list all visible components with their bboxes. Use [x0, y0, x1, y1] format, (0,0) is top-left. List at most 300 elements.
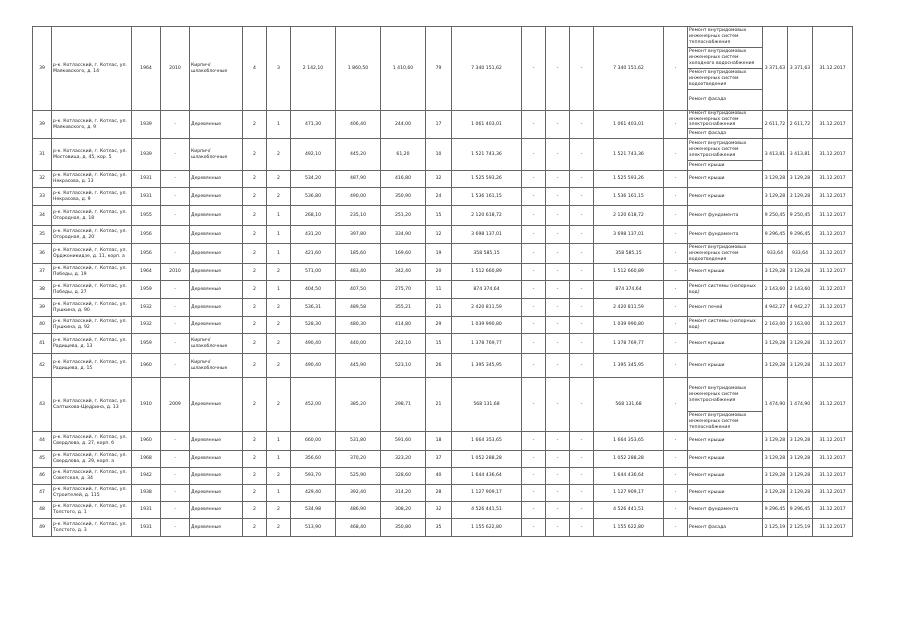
cell-res: 407,50 — [336, 281, 381, 299]
cell-limit: 3 129,28 — [788, 468, 813, 485]
cell-cost: 3 129,28 — [763, 468, 788, 485]
cell-limit: 3 413,81 — [788, 139, 813, 171]
cell-date: 31.12.2017 — [813, 378, 853, 432]
table-row — [33, 281, 853, 299]
cell-entr: 1 — [267, 485, 291, 502]
cell-b: - — [546, 378, 570, 432]
cell-sum2: 1 127 909,17 — [594, 485, 664, 502]
cell-sum2: 568 131,68 — [594, 378, 664, 432]
cell-year: 1932 — [132, 317, 161, 334]
cell-entr: 1 — [267, 206, 291, 226]
cell-rec: - — [161, 244, 190, 264]
cell-c: - — [570, 502, 594, 519]
cell-work-type: Ремонт внутридомовых инженерных систем теплоснабжения — [688, 412, 763, 432]
cell-b: - — [546, 451, 570, 468]
cell-c: - — [570, 244, 594, 264]
cell-entr: 3 — [267, 27, 291, 111]
cell-liv: 355,21 — [381, 299, 426, 317]
cell-area: 593,70 — [291, 468, 336, 485]
cell-sum2: 358 585,15 — [594, 244, 664, 264]
cell-sum2: 3 698 137,01 — [594, 226, 664, 244]
cell-cost: 2 143,60 — [763, 281, 788, 299]
cell-floors: 4 — [243, 27, 267, 111]
cell-people: 17 — [426, 111, 452, 139]
cell-b: - — [546, 188, 570, 206]
cell-work-type: Ремонт крыши — [688, 161, 763, 171]
cell-cost: 3 413,81 — [763, 139, 788, 171]
cell-a: - — [522, 206, 546, 226]
cell-sum1: 1 512 660,89 — [452, 264, 522, 281]
cell-limit: 2 143,60 — [788, 281, 813, 299]
cell-d: - — [664, 244, 688, 264]
cell-work-type: Ремонт крыши — [688, 468, 763, 485]
cell-cost: 1 474,90 — [763, 378, 788, 432]
cell-work-type: Ремонт внутридомовых инженерных систем водоотведения — [688, 69, 763, 90]
table-row — [33, 519, 853, 537]
cell-walls: Деревянные — [190, 451, 243, 468]
table-row — [33, 378, 853, 412]
cell-entr: 1 — [267, 451, 291, 468]
cell-c: - — [570, 281, 594, 299]
cell-work-type: Ремонт системы (напорных вод) — [688, 281, 763, 299]
cell-res: 370,20 — [336, 451, 381, 468]
cell-limit: 9 296,45 — [788, 226, 813, 244]
cell-limit: 3 129,28 — [788, 451, 813, 468]
cell-area: 528,30 — [291, 317, 336, 334]
cell-b: - — [546, 502, 570, 519]
cell-sum1: 1 378 769,77 — [452, 334, 522, 354]
cell-d: - — [664, 468, 688, 485]
cell-date: 31.12.2017 — [813, 502, 853, 519]
cell-rec: - — [161, 281, 190, 299]
cell-liv: 251,20 — [381, 206, 426, 226]
cell-n: 38 — [33, 281, 52, 299]
cell-a: - — [522, 334, 546, 354]
cell-year: 1939 — [132, 139, 161, 171]
cell-sum1: 1 155 622,80 — [452, 519, 522, 537]
cell-sum1: 1 395 345,95 — [452, 354, 522, 378]
cell-sum2: 1 155 622,80 — [594, 519, 664, 537]
cell-c: - — [570, 354, 594, 378]
cell-sum2: 7 340 151,62 — [594, 27, 664, 111]
cell-liv: 523,10 — [381, 354, 426, 378]
cell-address: р-к. Котласский, г. Котлас, ул. Салтыкова-Щедрина, д. 13 — [52, 378, 132, 432]
cell-sum1: 1 664 353,65 — [452, 432, 522, 451]
cell-sum2: 2 120 618,72 — [594, 206, 664, 226]
cell-address: р-к. Котласский, г. Котлас, ул. Маяковского, д. 9 — [52, 111, 132, 139]
cell-d: - — [664, 171, 688, 188]
cell-sum1: 1 052 288,28 — [452, 451, 522, 468]
cell-floors: 2 — [243, 354, 267, 378]
cell-year: 1931 — [132, 171, 161, 188]
cell-area: 2 142,10 — [291, 27, 336, 111]
cell-people: 15 — [426, 334, 452, 354]
cell-walls: Кирпич/ шлакоблочные — [190, 27, 243, 111]
cell-area: 490,40 — [291, 334, 336, 354]
cell-c: - — [570, 317, 594, 334]
cell-limit: 3 129,28 — [788, 188, 813, 206]
cell-address: р-к. Котласский, г. Котлас, ул. Строителей, д. 115 — [52, 485, 132, 502]
cell-year: 1931 — [132, 519, 161, 537]
cell-n: 48 — [33, 502, 52, 519]
cell-year: 1959 — [132, 334, 161, 354]
cell-liv: 314,20 — [381, 485, 426, 502]
cell-b: - — [546, 281, 570, 299]
cell-people: 40 — [426, 468, 452, 485]
cell-people: 37 — [426, 451, 452, 468]
cell-cost: 3 371,63 — [763, 27, 788, 111]
cell-sum2: 1 512 660,89 — [594, 264, 664, 281]
cell-walls: Деревянные — [190, 299, 243, 317]
cell-work-type: Ремонт крыши — [688, 264, 763, 281]
cell-area: 660,00 — [291, 432, 336, 451]
cell-year: 1956 — [132, 244, 161, 264]
cell-rec: 2009 — [161, 378, 190, 432]
cell-walls: Деревянные — [190, 485, 243, 502]
cell-limit: 2 611,72 — [788, 111, 813, 139]
cell-n: 31 — [33, 139, 52, 171]
cell-area: 452,00 — [291, 378, 336, 432]
cell-year: 1959 — [132, 281, 161, 299]
cell-people: 11 — [426, 281, 452, 299]
cell-limit: 2 163,00 — [788, 317, 813, 334]
cell-liv: 298,71 — [381, 378, 426, 432]
cell-d: - — [664, 354, 688, 378]
cell-rec: - — [161, 206, 190, 226]
cell-work-type: Ремонт крыши — [688, 188, 763, 206]
cell-work-type: Ремонт фундамента — [688, 206, 763, 226]
cell-limit: 2 125,19 — [788, 519, 813, 537]
cell-work-type: Ремонт фундамента — [688, 226, 763, 244]
cell-c: - — [570, 451, 594, 468]
table-row — [33, 206, 853, 226]
cell-walls: Деревянные — [190, 171, 243, 188]
cell-entr: 2 — [267, 334, 291, 354]
cell-year: 1942 — [132, 468, 161, 485]
cell-sum1: 1 061 403,01 — [452, 111, 522, 139]
cell-b: - — [546, 468, 570, 485]
cell-work-type: Ремонт внутридомовых инженерных систем электроснабжения — [688, 139, 763, 161]
cell-d: - — [664, 451, 688, 468]
cell-b: - — [546, 27, 570, 111]
cell-b: - — [546, 139, 570, 171]
cell-date: 31.12.2017 — [813, 244, 853, 264]
cell-date: 31.12.2017 — [813, 27, 853, 111]
cell-liv: 414,80 — [381, 317, 426, 334]
table-row — [33, 27, 853, 48]
cell-n: 40 — [33, 317, 52, 334]
cell-year: 1964 — [132, 264, 161, 281]
cell-cost: 3 129,28 — [763, 264, 788, 281]
cell-people: 21 — [426, 378, 452, 432]
cell-d: - — [664, 226, 688, 244]
cell-walls: Кирпич/ шлакоблочные — [190, 334, 243, 354]
cell-d: - — [664, 502, 688, 519]
cell-n: 32 — [33, 171, 52, 188]
cell-entr: 2 — [267, 354, 291, 378]
cell-floors: 2 — [243, 519, 267, 537]
cell-date: 31.12.2017 — [813, 451, 853, 468]
cell-n: 45 — [33, 451, 52, 468]
cell-people: 32 — [426, 502, 452, 519]
cell-a: - — [522, 502, 546, 519]
cell-rec: - — [161, 468, 190, 485]
cell-d: - — [664, 299, 688, 317]
cell-work-type: Ремонт крыши — [688, 354, 763, 378]
cell-limit: 4 942,27 — [788, 299, 813, 317]
cell-a: - — [522, 432, 546, 451]
cell-year: 1910 — [132, 378, 161, 432]
cell-n: 47 — [33, 485, 52, 502]
cell-a: - — [522, 451, 546, 468]
cell-people: 18 — [426, 432, 452, 451]
cell-date: 31.12.2017 — [813, 111, 853, 139]
cell-liv: 323,20 — [381, 451, 426, 468]
cell-entr: 2 — [267, 519, 291, 537]
table-row — [33, 451, 853, 468]
cell-walls: Деревянные — [190, 264, 243, 281]
cell-limit: 3 129,28 — [788, 264, 813, 281]
cell-address: р-к. Котласский, г. Котлас, ул. Советская, д. 34 — [52, 468, 132, 485]
cell-c: - — [570, 485, 594, 502]
table-row — [33, 432, 853, 451]
table-row — [33, 188, 853, 206]
table-row — [33, 502, 853, 519]
cell-cost: 3 129,28 — [763, 432, 788, 451]
table-row — [33, 171, 853, 188]
cell-sum1: 358 585,15 — [452, 244, 522, 264]
cell-c: - — [570, 188, 594, 206]
cell-sum2: 2 420 811,59 — [594, 299, 664, 317]
cell-floors: 2 — [243, 432, 267, 451]
cell-sum2: 1 521 743,36 — [594, 139, 664, 171]
cell-people: 26 — [426, 354, 452, 378]
cell-a: - — [522, 139, 546, 171]
cell-address: р-к. Котласский, г. Котлас, ул. Свердлова, д. 29, корп. а — [52, 451, 132, 468]
cell-work-type: Ремонт фасада — [688, 519, 763, 537]
cell-address: р-к. Котласский, г. Котлас, ул. Маяковского, д. 14 — [52, 27, 132, 111]
cell-work-type: Ремонт крыши — [688, 432, 763, 451]
cell-work-type: Ремонт крыши — [688, 485, 763, 502]
cell-entr: 2 — [267, 468, 291, 485]
cell-floors: 2 — [243, 299, 267, 317]
cell-c: - — [570, 111, 594, 139]
cell-sum1: 568 131,68 — [452, 378, 522, 432]
cell-cost: 3 129,28 — [763, 451, 788, 468]
cell-floors: 2 — [243, 111, 267, 139]
cell-n: 41 — [33, 334, 52, 354]
cell-year: 1960 — [132, 432, 161, 451]
cell-a: - — [522, 264, 546, 281]
cell-year: 1938 — [132, 485, 161, 502]
table-row — [33, 468, 853, 485]
cell-area: 356,60 — [291, 451, 336, 468]
cell-sum1: 2 120 618,72 — [452, 206, 522, 226]
cell-floors: 2 — [243, 206, 267, 226]
cell-a: - — [522, 111, 546, 139]
cell-year: 1931 — [132, 188, 161, 206]
table-row — [33, 485, 853, 502]
cell-d: - — [664, 111, 688, 139]
table-row — [33, 264, 853, 281]
cell-a: - — [522, 171, 546, 188]
cell-address: р-к. Котласский, г. Котлас, ул. Радищева, д. 15 — [52, 354, 132, 378]
cell-a: - — [522, 299, 546, 317]
cell-sum2: 874 374,64 — [594, 281, 664, 299]
cell-liv: 416,80 — [381, 171, 426, 188]
cell-floors: 2 — [243, 334, 267, 354]
cell-liv: 308,20 — [381, 502, 426, 519]
cell-res: 392,40 — [336, 485, 381, 502]
cell-area: 534,20 — [291, 171, 336, 188]
cell-d: - — [664, 485, 688, 502]
cell-walls: Деревянные — [190, 468, 243, 485]
cell-work-type: Ремонт крыши — [688, 171, 763, 188]
cell-sum2: 1 525 593,26 — [594, 171, 664, 188]
cell-liv: 591,60 — [381, 432, 426, 451]
cell-n: 42 — [33, 354, 52, 378]
cell-floors: 2 — [243, 281, 267, 299]
cell-people: 21 — [426, 299, 452, 317]
cell-date: 31.12.2017 — [813, 139, 853, 171]
cell-year: 1939 — [132, 111, 161, 139]
cell-date: 31.12.2017 — [813, 206, 853, 226]
cell-res: 489,58 — [336, 299, 381, 317]
cell-address: р-к. Котласский, г. Котлас, ул. Орджоникидзе, д. 11, корп. а — [52, 244, 132, 264]
cell-rec: - — [161, 334, 190, 354]
cell-area: 429,40 — [291, 485, 336, 502]
cell-limit: 3 371,63 — [788, 27, 813, 111]
cell-year: 1960 — [132, 354, 161, 378]
cell-address: р-к. Котласский, г. Котлас, ул. Победы, д. 27 — [52, 281, 132, 299]
cell-address: р-к. Котласский, г. Котлас, ул. Пушкина, д. 92 — [52, 317, 132, 334]
cell-res: 445,90 — [336, 354, 381, 378]
cell-entr: 1 — [267, 244, 291, 264]
cell-sum1: 3 698 137,01 — [452, 226, 522, 244]
cell-address: р-к. Котласский, г. Котлас, ул. Некрасова, д. 9 — [52, 188, 132, 206]
table-row — [33, 299, 853, 317]
cell-address: р-к. Котласский, г. Котлас, ул. Свердлова, д. 27, корп. б — [52, 432, 132, 451]
cell-liv: 275,70 — [381, 281, 426, 299]
cell-floors: 2 — [243, 485, 267, 502]
cell-floors: 2 — [243, 502, 267, 519]
cell-work-type: Ремонт системы (напорных вод) — [688, 317, 763, 334]
cell-limit: 3 129,28 — [788, 171, 813, 188]
cell-floors: 2 — [243, 244, 267, 264]
cell-a: - — [522, 485, 546, 502]
cell-entr: 2 — [267, 264, 291, 281]
cell-date: 31.12.2017 — [813, 299, 853, 317]
cell-limit: 933,64 — [788, 244, 813, 264]
cell-rec: - — [161, 139, 190, 171]
cell-n: 34 — [33, 206, 52, 226]
cell-address: р-к. Котласский, г. Котлас, ул. Мостовица, д. 45, кор. 5 — [52, 139, 132, 171]
cell-cost: 9 296,45 — [763, 502, 788, 519]
cell-liv: 1 410,60 — [381, 27, 426, 111]
cell-limit: 3 129,28 — [788, 354, 813, 378]
cell-walls: Деревянные — [190, 111, 243, 139]
cell-people: 35 — [426, 519, 452, 537]
cell-date: 31.12.2017 — [813, 468, 853, 485]
cell-walls: Деревянные — [190, 519, 243, 537]
cell-res: 385,20 — [336, 378, 381, 432]
cell-area: 536,31 — [291, 299, 336, 317]
cell-limit: 1 474,90 — [788, 378, 813, 432]
cell-people: 20 — [426, 264, 452, 281]
cell-rec: - — [161, 502, 190, 519]
table-row — [33, 354, 853, 378]
cell-address: р-к. Котласский, г. Котлас, ул. Радищева, д. 13 — [52, 334, 132, 354]
cell-n: 33 — [33, 188, 52, 206]
cell-d: - — [664, 206, 688, 226]
cell-liv: 334,90 — [381, 226, 426, 244]
cell-entr: 2 — [267, 139, 291, 171]
cell-year: 1955 — [132, 206, 161, 226]
cell-n: 46 — [33, 468, 52, 485]
cell-address: р-к. Котласский, г. Котлас, ул. Огородная, д. 18 — [52, 206, 132, 226]
cell-entr: 1 — [267, 432, 291, 451]
cell-liv: 244,00 — [381, 111, 426, 139]
table-body — [33, 27, 853, 537]
cell-people: 19 — [426, 244, 452, 264]
cell-rec: - — [161, 519, 190, 537]
cell-work-type: Ремонт внутридомовых инженерных систем электроснабжения — [688, 111, 763, 129]
cell-floors: 2 — [243, 264, 267, 281]
cell-sum2: 4 526 441,51 — [594, 502, 664, 519]
cell-limit: 3 129,28 — [788, 432, 813, 451]
cell-entr: 2 — [267, 299, 291, 317]
cell-sum1: 1 521 743,36 — [452, 139, 522, 171]
cell-res: 486,90 — [336, 502, 381, 519]
cell-b: - — [546, 299, 570, 317]
cell-walls: Кирпич/ шлакоблочные — [190, 139, 243, 171]
cell-liv: 169,60 — [381, 244, 426, 264]
cell-cost: 3 129,28 — [763, 354, 788, 378]
cell-limit: 9 250,45 — [788, 206, 813, 226]
cell-work-type: Ремонт крыши — [688, 451, 763, 468]
cell-people: 32 — [426, 171, 452, 188]
cell-cost: 2 125,19 — [763, 519, 788, 537]
cell-d: - — [664, 378, 688, 432]
cell-work-type: Ремонт печей — [688, 299, 763, 317]
cell-people: 79 — [426, 27, 452, 111]
cell-b: - — [546, 334, 570, 354]
table-row — [33, 334, 853, 354]
cell-res: 525,90 — [336, 468, 381, 485]
cell-work-type: Ремонт внутридомовых инженерных систем холодного водоснабжения — [688, 48, 763, 69]
cell-walls: Деревянные — [190, 432, 243, 451]
cell-area: 536,80 — [291, 188, 336, 206]
cell-entr: 2 — [267, 378, 291, 432]
cell-a: - — [522, 281, 546, 299]
cell-d: - — [664, 188, 688, 206]
table-row — [33, 317, 853, 334]
cell-c: - — [570, 519, 594, 537]
cell-floors: 2 — [243, 139, 267, 171]
cell-a: - — [522, 468, 546, 485]
cell-n: 43 — [33, 378, 52, 432]
cell-n: 39 — [33, 111, 52, 139]
cell-walls: Деревянные — [190, 502, 243, 519]
cell-c: - — [570, 139, 594, 171]
cell-sum1: 1 127 909,17 — [452, 485, 522, 502]
cell-area: 268,10 — [291, 206, 336, 226]
cell-res: 185,60 — [336, 244, 381, 264]
cell-c: - — [570, 334, 594, 354]
cell-area: 421,60 — [291, 244, 336, 264]
cell-b: - — [546, 226, 570, 244]
table-row — [33, 139, 853, 161]
